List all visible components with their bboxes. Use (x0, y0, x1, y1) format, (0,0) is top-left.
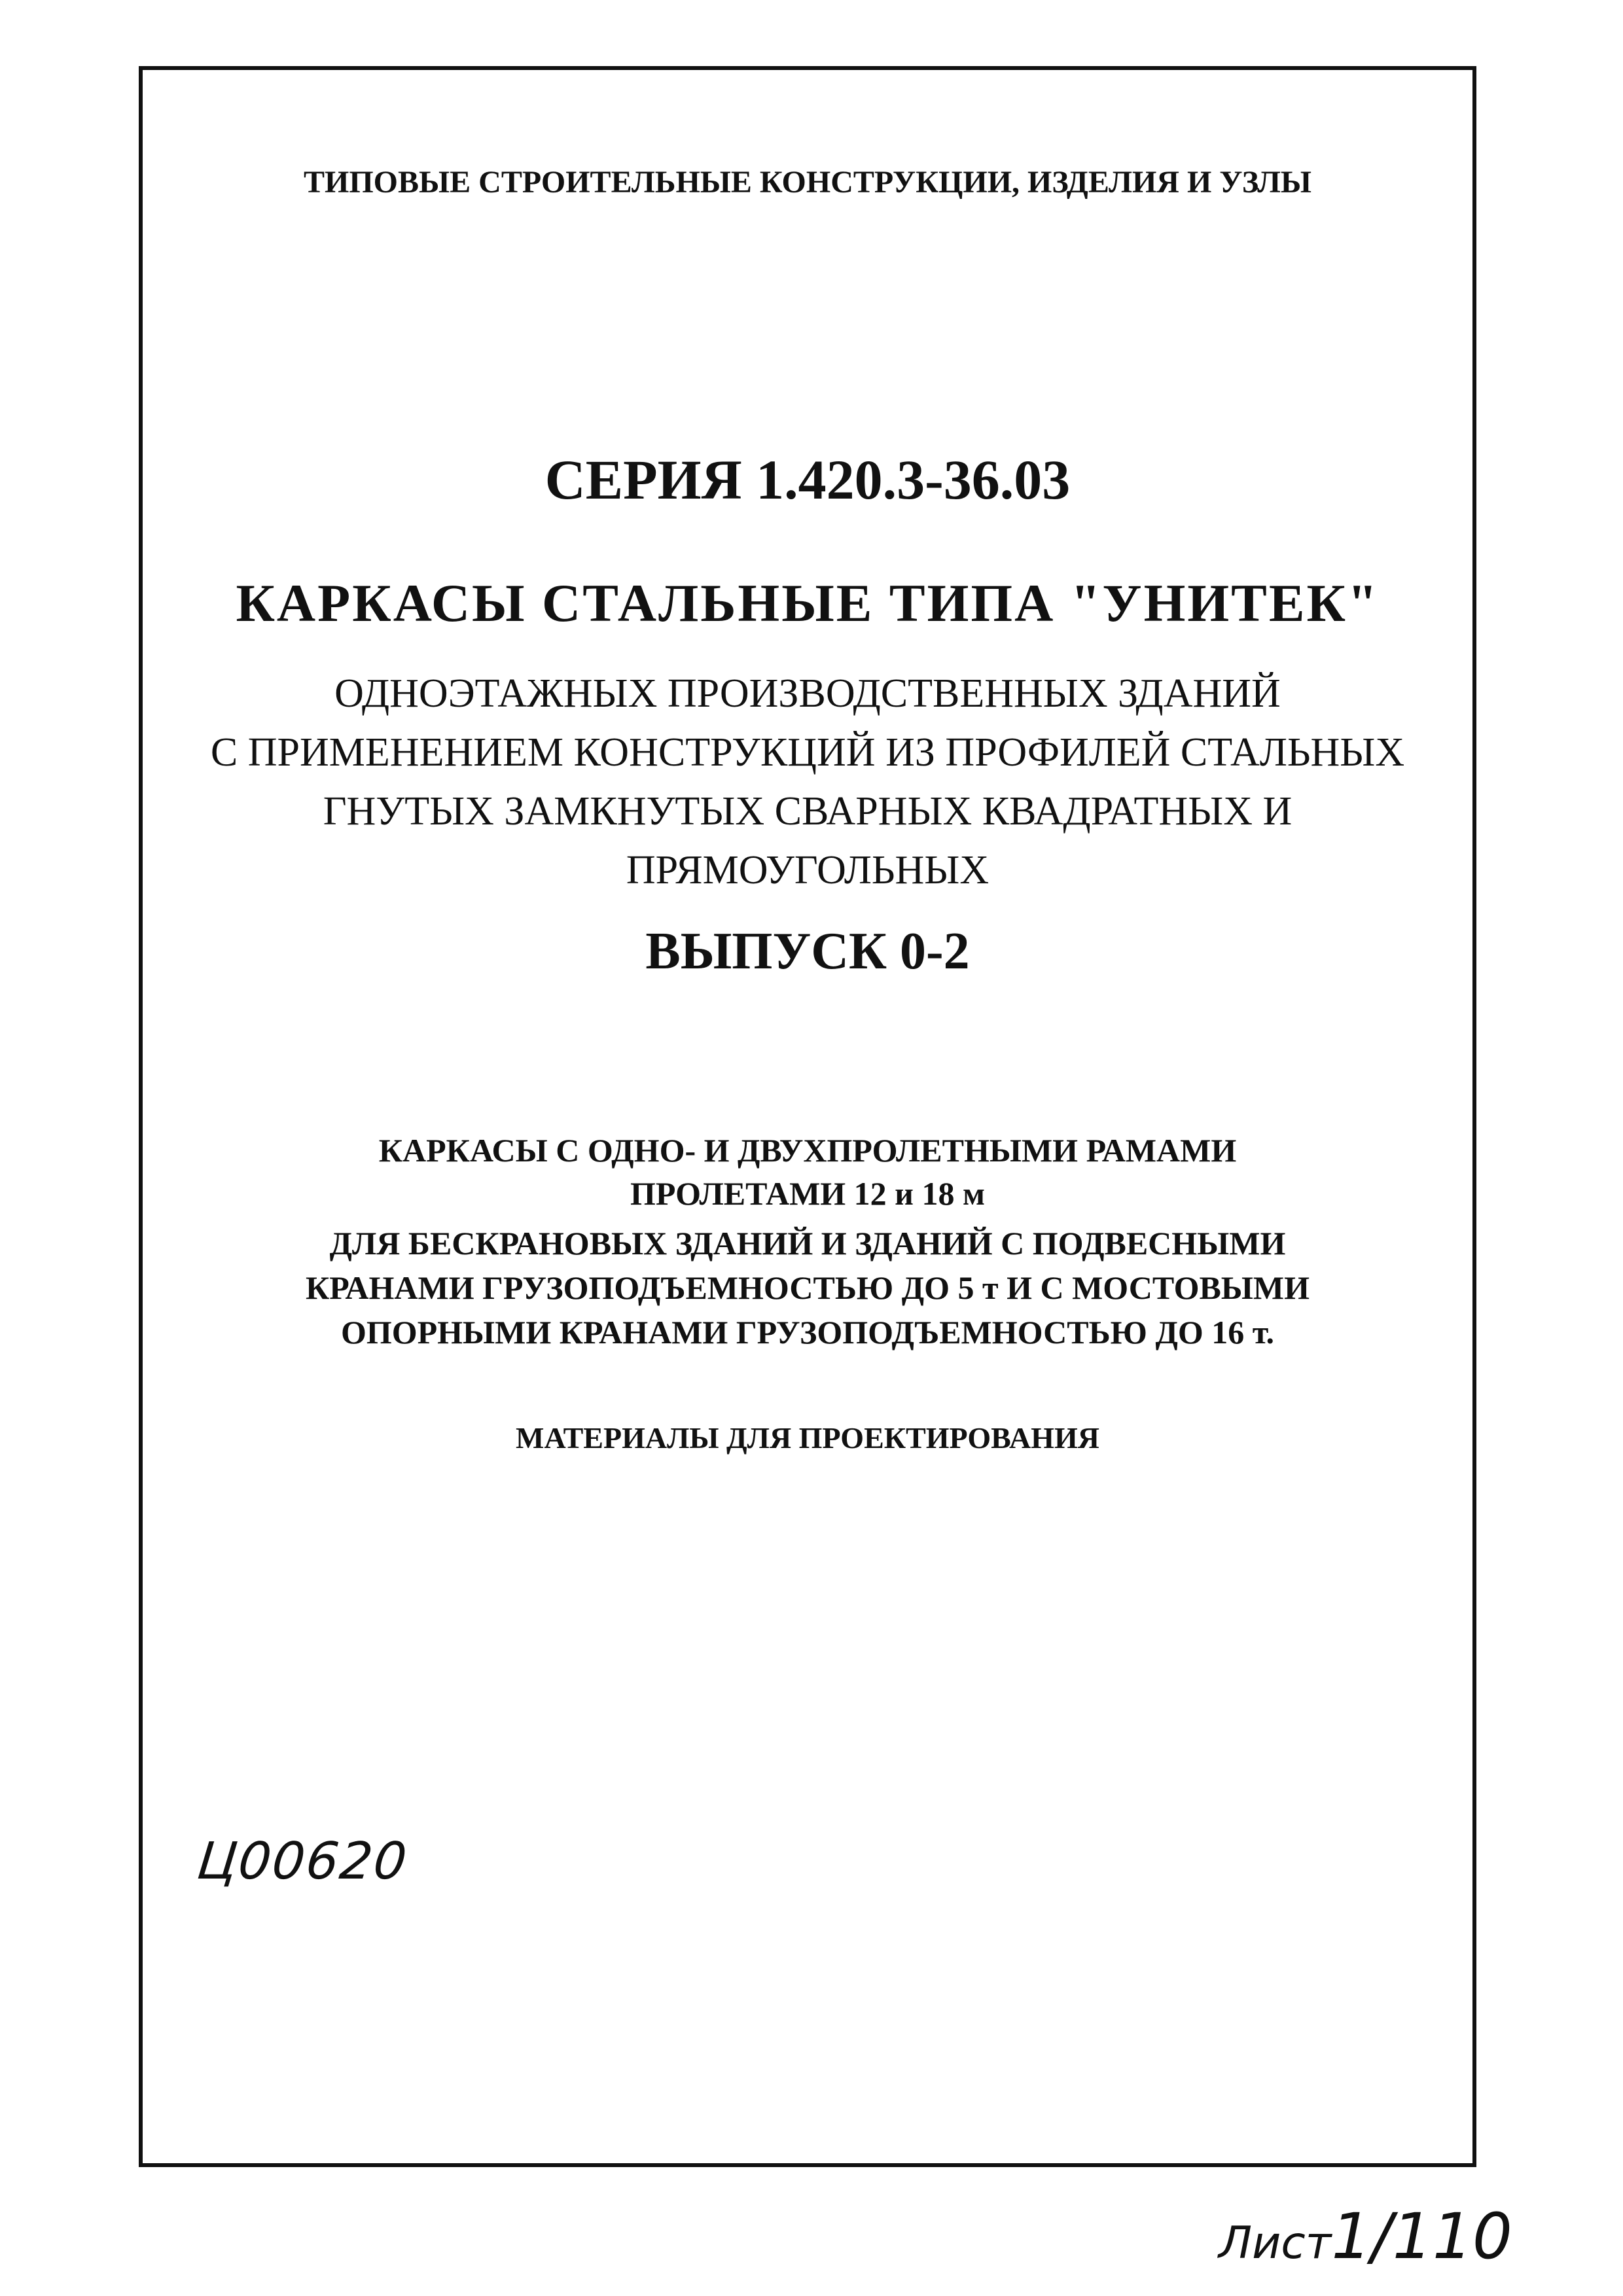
handwritten-inventory-number: Ц00620 (194, 1832, 411, 1891)
sheet-total: 110 (1392, 2200, 1512, 2273)
sheet-number (1219, 2200, 1512, 2273)
description-line-3: ДЛЯ БЕСКРАНОВЫХ ЗДАНИЙ И ЗДАНИЙ С ПОДВЕСНЫМИ (329, 1225, 1286, 1262)
subtitle-line-2: С ПРИМЕНЕНИЕМ КОНСТРУКЦИЙ ИЗ ПРОФИЛЕЙ СТАЛЬНЫХ (210, 730, 1405, 775)
series-number: СЕРИЯ 1.420.3-36.03 (544, 448, 1071, 511)
document-title: КАРКАСЫ СТАЛЬНЫЕ ТИПА "УНИТЕК" (236, 573, 1380, 633)
description-line-2: ПРОЛЕТАМИ 12 и 18 м (630, 1175, 986, 1212)
description-line-1: КАРКАСЫ С ОДНО- И ДВУХПРОЛЕТНЫМИ РАМАМИ (378, 1132, 1237, 1169)
subtitle-line-4: ПРЯМОУГОЛЬНЫХ (626, 848, 990, 892)
issue-number: ВЫПУСК 0-2 (645, 923, 970, 980)
subtitle-line-1: ОДНОЭТАЖНЫХ ПРОИЗВОДСТВЕННЫХ ЗДАНИЙ (334, 671, 1281, 716)
description-line-4: КРАНАМИ ГРУЗОПОДЪЕМНОСТЬЮ ДО 5 т И С МОСТОВЫМИ (306, 1269, 1310, 1306)
materials-label: МАТЕРИАЛЫ ДЛЯ ПРОЕКТИРОВАНИЯ (516, 1421, 1099, 1455)
sheet-current: 1 (1331, 2200, 1372, 2273)
sheet-separator: / (1371, 2200, 1393, 2273)
document-header: ТИПОВЫЕ СТРОИТЕЛЬНЫЕ КОНСТРУКЦИИ, ИЗДЕЛИЯ И УЗЛЫ (303, 165, 1312, 200)
sheet-label: Лист (1219, 2217, 1332, 2269)
description-line-5: ОПОРНЫМИ КРАНАМИ ГРУЗОПОДЪЕМНОСТЬЮ ДО 16 т. (340, 1314, 1275, 1351)
subtitle-line-3: ГНУТЫХ ЗАМКНУТЫХ СВАРНЫХ КВАДРАТНЫХ И (323, 789, 1293, 834)
